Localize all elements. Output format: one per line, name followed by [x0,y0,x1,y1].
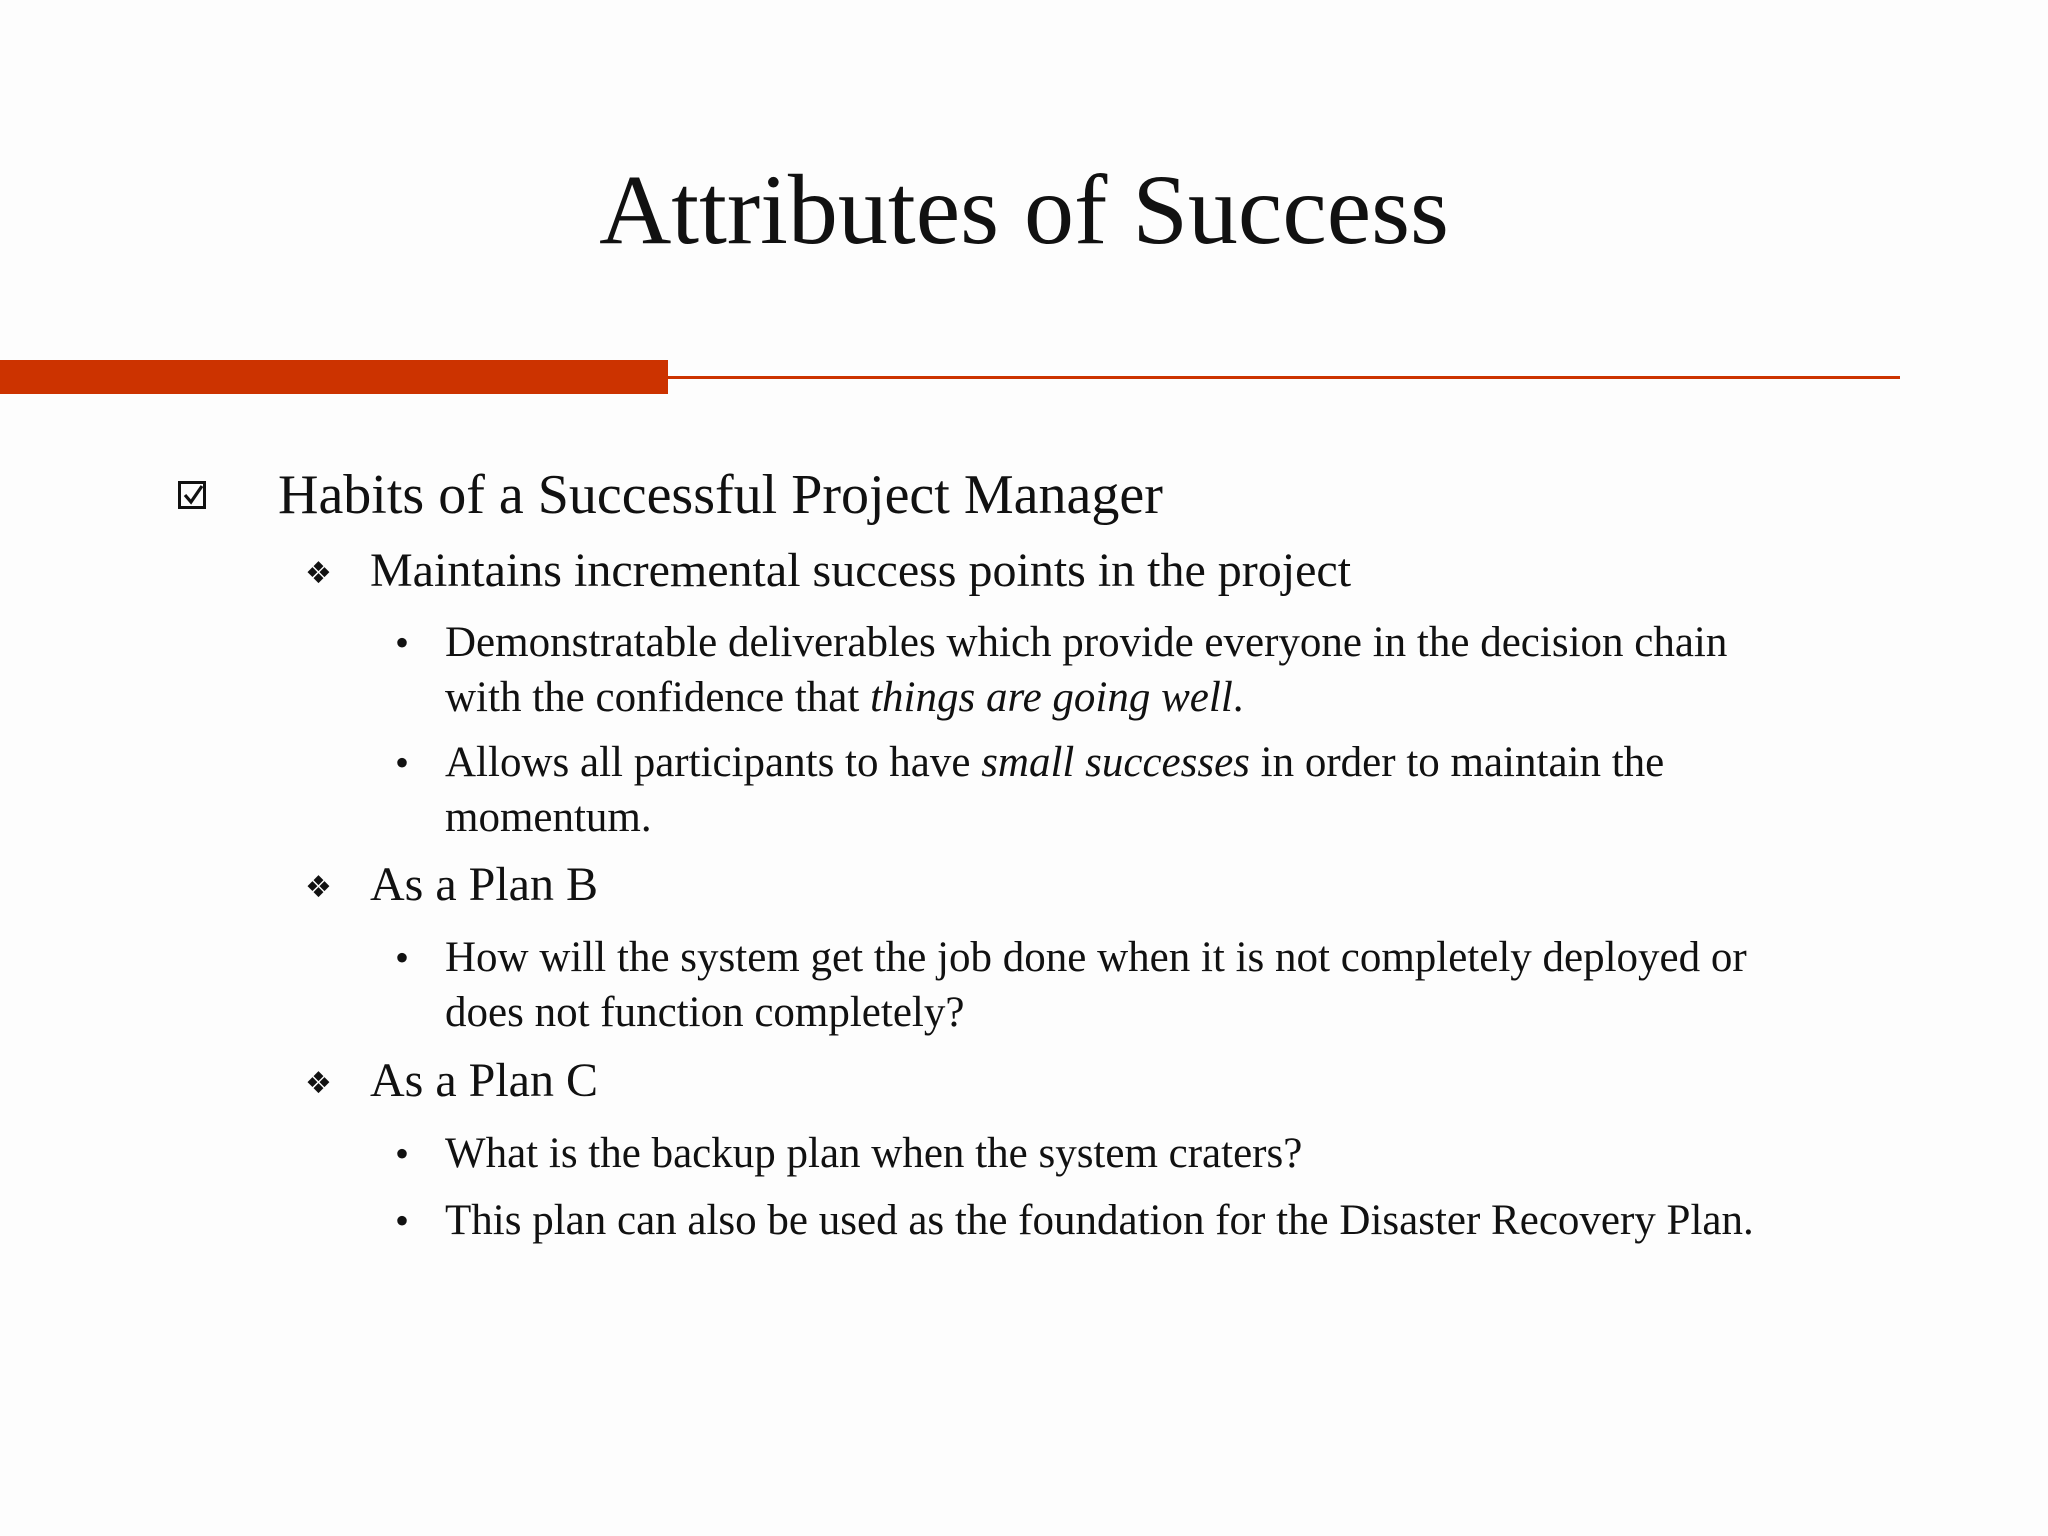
bullet-text: Habits of a Successful Project Manager [278,464,1163,526]
checkbox-checked-icon [178,481,206,509]
bullet-text: As a Plan B [370,858,598,911]
bullet-line: Allows all participants to have [445,739,982,786]
emphasis-text: things are going well [870,674,1233,721]
title-underline-thin [668,376,1900,379]
bullet-line: momentum. [445,794,652,841]
emphasis-text: small successes [981,739,1250,786]
bullet-text: What is the backup plan when the system craters? [445,1130,1303,1177]
dot-bullet-icon: • [395,740,410,785]
diamond-bullet-icon: ❖ [305,870,332,905]
diamond-bullet-icon: ❖ [305,1066,332,1101]
dot-bullet-icon: • [395,1131,410,1176]
slide-title: Attributes of Success [599,154,1449,265]
bullet-line-end: . [1232,674,1244,721]
dot-bullet-icon: • [395,1198,410,1243]
bullet-line: Demonstratable deliverables which provide everyone in the decision chain [445,619,1728,666]
bullet-text [445,735,1664,845]
title-underline-thick [0,360,668,394]
bullet-line: in order to maintain the [1249,739,1665,786]
diamond-bullet-icon: ❖ [305,556,332,591]
bullet-text: As a Plan C [370,1054,598,1107]
bullet-text: This plan can also be used as the foundation for the Disaster Recovery Plan. [445,1197,1754,1244]
bullet-text [445,615,1727,725]
bullet-line: with the confidence that [445,674,871,721]
bullet-text [445,930,1747,1040]
bullet-line: does not function completely? [445,989,965,1036]
dot-bullet-icon: • [395,935,410,980]
dot-bullet-icon: • [395,620,410,665]
bullet-line: How will the system get the job done when it is not completely deployed or [445,934,1747,981]
bullet-text: Maintains incremental success points in the project [370,544,1352,597]
